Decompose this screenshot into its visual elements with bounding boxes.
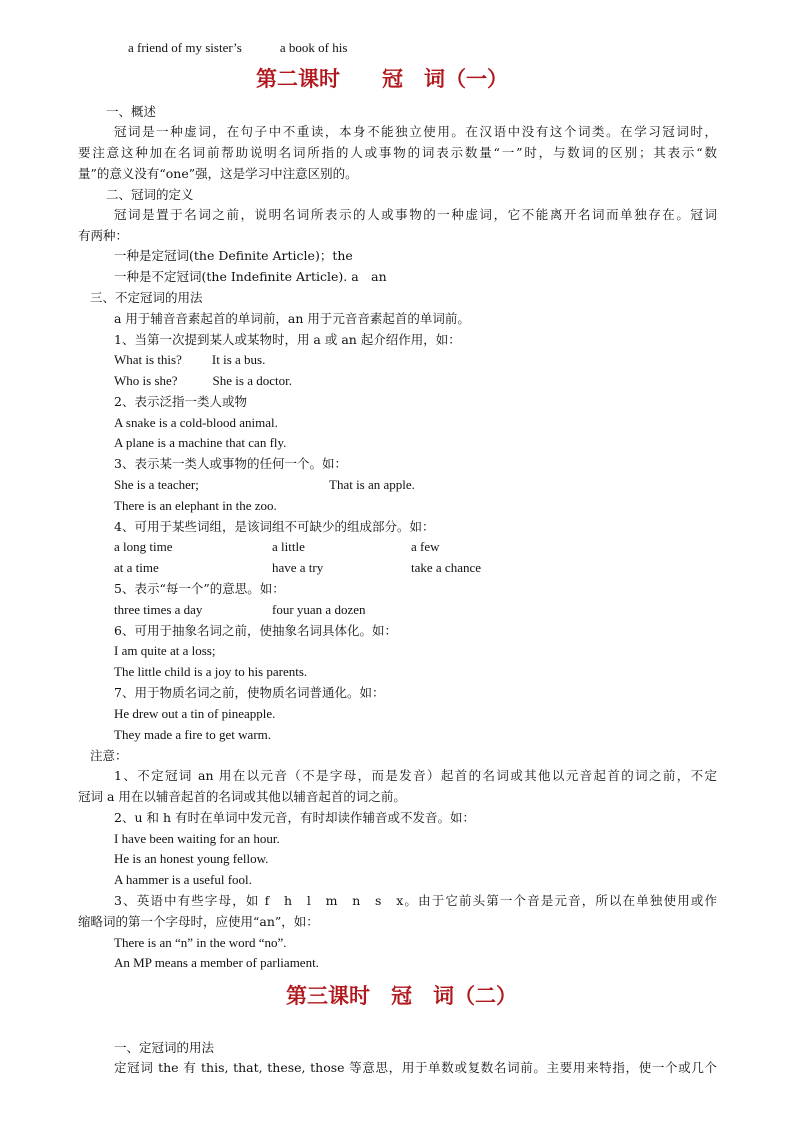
top-phrase-1: a friend of my sister’s: [128, 40, 242, 55]
usage-2-example-1: A snake is a cold-blood animal.: [114, 415, 278, 430]
phrase-a-long-time: a long time: [114, 539, 173, 554]
usage-1-example-1: [114, 352, 265, 368]
note-3-example-1: There is an “n” in the word “no”.: [114, 935, 287, 950]
note-3-example-2: An MP means a member of parliament.: [114, 955, 319, 970]
section-heading-definite-usage: 一、定冠词的用法: [114, 1040, 215, 1055]
section-heading-indefinite-usage: 三、不定冠词的用法: [90, 290, 203, 305]
overview-line-3: 量”的意义没有“one”强，这是学习中注意区别的。: [78, 166, 358, 181]
note-1-line-1: 1、不定冠词 an 用在以元音（不是字母，而是发音）起首的名词或其他以元音起首的词之前，不定: [114, 768, 717, 783]
phrase-four-yuan-a-dozen: four yuan a dozen: [272, 602, 366, 617]
note-3-line-2: 缩略词的第一个字母时，应使用“an”，如：: [78, 914, 319, 929]
section-heading-definition: 二、冠词的定义: [106, 187, 194, 202]
usage-6: 6、可用于抽象名词之前，使抽象名词具体化。如：: [114, 623, 397, 638]
usage-2: 2、表示泛指一类人或物: [114, 394, 247, 409]
definite-usage-line-1: 定冠词 the 有 this, that, these, those 等意思，用于单数或复数名词前。主要用来特指，使一个或几个: [114, 1060, 717, 1075]
example-question: What is this?: [114, 352, 182, 367]
overview-line-1: 冠词是一种虚词，在句子中不重读，本身不能独立使用。在汉语中没有这个词类。在学习冠词时，: [114, 124, 717, 139]
top-phrase-2: a book of his: [279, 40, 348, 55]
indefinite-article-line: 一种是不定冠词(the Indefinite Article). a an: [114, 269, 387, 284]
note-2-example-2: He is an honest young fellow.: [114, 851, 269, 866]
example-question: Who is she?: [114, 373, 178, 388]
phrase-a-few: a few: [411, 539, 440, 554]
usage-7-example-1: He drew out a tin of pineapple.: [114, 706, 276, 721]
usage-3-example-2: There is an elephant in the zoo.: [114, 498, 277, 513]
usage-6-example-2: The little child is a joy to his parents.: [114, 664, 308, 679]
phrase-at-a-time: at a time: [114, 560, 159, 575]
usage-7-example-2: They made a fire to get warm.: [114, 727, 272, 742]
example-answer: It is a bus.: [211, 352, 266, 367]
section-heading-overview: 一、概述: [106, 104, 157, 119]
indefinite-intro: a 用于辅音音素起首的单词前，an 用于元音音素起首的单词前。: [114, 311, 470, 326]
note-1-line-2: 冠词 a 用在以辅音起首的名词或其他以辅音起首的词之前。: [78, 789, 406, 804]
usage-6-example-1: I am quite at a loss;: [114, 643, 216, 658]
example-answer: She is a doctor.: [212, 373, 292, 388]
definite-article-line: 一种是定冠词(the Definite Article)；the: [114, 248, 353, 263]
usage-7: 7、用于物质名词之前，使物质名词普通化。如：: [114, 685, 385, 700]
phrase-three-times-a-day: three times a day: [114, 602, 203, 617]
phrase-a-little: a little: [272, 539, 305, 554]
definition-line-2: 有两种：: [78, 228, 129, 243]
note-2-example-1: I have been waiting for an hour.: [114, 831, 280, 846]
top-line: [128, 40, 347, 56]
phrase-have-a-try: have a try: [272, 560, 324, 575]
usage-3: 3、表示某一类人或事物的任何一个。如：: [114, 456, 347, 471]
definition-line-1: 冠词是置于名词之前，说明名词所表示的人或事物的一种虚词，它不能离开名词而单独存在。冠词: [114, 207, 717, 222]
usage-4: 4、可用于某些词组，是该词组不可缺少的组成部分。如：: [114, 519, 435, 534]
note-heading: 注意：: [90, 748, 128, 763]
usage-2-example-2: A plane is a machine that can fly.: [114, 435, 287, 450]
note-2: 2、u 和 h 有时在单词中发元音，有时却读作辅音或不发音。如：: [114, 810, 475, 825]
usage-3-example-1b: That is an apple.: [329, 477, 415, 492]
note-2-example-3: A hammer is a useful fool.: [114, 872, 252, 887]
overview-line-2: 要注意这种加在名词前帮助说明名词所指的人或事物的词表示数量“一”时，与数词的区别；其表示“数: [78, 145, 717, 160]
lesson-title-2: 第三课时 冠 词（二）: [286, 983, 517, 1008]
note-3-line-1: 3、英语中有些字母，如 f h l m n s x。由于它前头第一个音是元音，所以在单独使用或作: [114, 893, 717, 908]
usage-1: 1、当第一次提到某人或某物时，用 a 或 an 起介绍作用，如：: [114, 332, 461, 347]
usage-3-example-1a: She is a teacher;: [114, 477, 199, 492]
lesson-title-1: 第二课时 冠 词（一）: [256, 66, 508, 91]
usage-1-example-2: [114, 373, 292, 389]
usage-5: 5、表示“每一个”的意思。如：: [114, 581, 285, 596]
phrase-take-a-chance: take a chance: [411, 560, 482, 575]
